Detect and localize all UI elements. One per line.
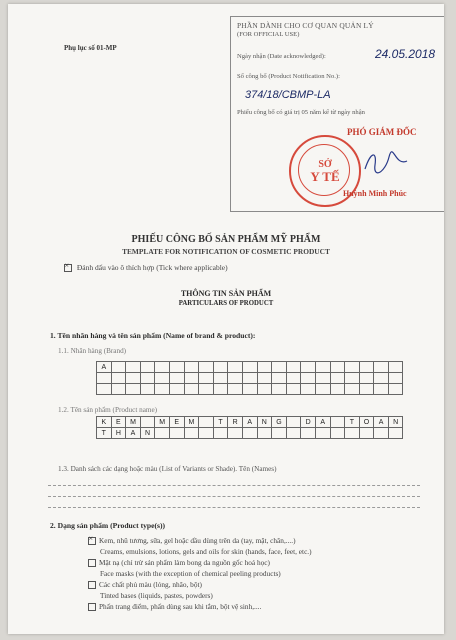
grid-cell[interactable] bbox=[228, 428, 243, 439]
grid-cell[interactable] bbox=[374, 362, 389, 373]
grid-cell[interactable] bbox=[287, 373, 302, 384]
grid-cell[interactable]: T bbox=[97, 428, 112, 439]
checkbox-icon[interactable] bbox=[88, 581, 96, 589]
variants-line[interactable] bbox=[48, 485, 420, 486]
grid-cell[interactable] bbox=[228, 373, 243, 384]
grid-cell[interactable] bbox=[185, 384, 200, 395]
grid-cell[interactable] bbox=[287, 428, 302, 439]
grid-cell[interactable] bbox=[360, 362, 375, 373]
form-title-en: TEMPLATE FOR NOTIFICATION OF COSMETIC PRODUCT bbox=[122, 247, 330, 256]
grid-cell[interactable] bbox=[185, 428, 200, 439]
seal-text-1: SỞ bbox=[318, 158, 332, 170]
official-header-en: (FOR OFFICIAL USE) bbox=[237, 31, 300, 38]
grid-cell[interactable] bbox=[126, 362, 141, 373]
grid-cell[interactable] bbox=[345, 384, 360, 395]
grid-cell[interactable]: A bbox=[243, 417, 258, 428]
grid-cell[interactable] bbox=[126, 373, 141, 384]
grid-cell[interactable] bbox=[141, 384, 156, 395]
grid-cell[interactable] bbox=[287, 417, 302, 428]
grid-cell[interactable] bbox=[199, 417, 214, 428]
grid-cell[interactable] bbox=[389, 362, 404, 373]
validity-note: Phiếu công bố có giá trị 05 năm kể từ ngày nhận bbox=[237, 109, 365, 116]
grid-cell[interactable]: M bbox=[185, 417, 200, 428]
grid-cell[interactable]: A bbox=[97, 362, 112, 373]
grid-cell[interactable] bbox=[170, 373, 185, 384]
notification-number: 374/18/CBMP-LA bbox=[245, 89, 331, 101]
grid-cell[interactable] bbox=[272, 373, 287, 384]
grid-cell[interactable]: N bbox=[389, 417, 404, 428]
grid-cell[interactable] bbox=[316, 428, 331, 439]
seal-text-2: Y TẾ bbox=[310, 168, 340, 184]
grid-cell[interactable] bbox=[214, 373, 229, 384]
grid-cell[interactable] bbox=[141, 373, 156, 384]
grid-cell[interactable] bbox=[316, 362, 331, 373]
grid-cell[interactable] bbox=[258, 384, 273, 395]
notification-label: Số công bố (Product Notification No.): bbox=[237, 73, 340, 80]
grid-cell[interactable]: T bbox=[345, 417, 360, 428]
variants-line[interactable] bbox=[48, 507, 420, 508]
grid-cell[interactable] bbox=[345, 362, 360, 373]
grid-cell[interactable] bbox=[374, 373, 389, 384]
grid-cell[interactable] bbox=[141, 362, 156, 373]
grid-cell[interactable] bbox=[185, 362, 200, 373]
brand-name-grid[interactable] bbox=[96, 361, 403, 395]
date-value: 24.05.2018 bbox=[375, 47, 436, 61]
grid-cell[interactable] bbox=[287, 362, 302, 373]
grid-cell[interactable] bbox=[301, 373, 316, 384]
grid-cell[interactable] bbox=[170, 384, 185, 395]
grid-cell[interactable] bbox=[316, 384, 331, 395]
grid-cell[interactable]: M bbox=[126, 417, 141, 428]
grid-cell[interactable] bbox=[199, 384, 214, 395]
grid-cell[interactable] bbox=[170, 428, 185, 439]
signature-icon bbox=[361, 147, 411, 177]
grid-cell[interactable] bbox=[243, 384, 258, 395]
grid-cell[interactable]: O bbox=[360, 417, 375, 428]
grid-cell[interactable]: E bbox=[112, 417, 127, 428]
grid-cell[interactable]: K bbox=[97, 417, 112, 428]
grid-cell[interactable] bbox=[389, 384, 404, 395]
grid-cell[interactable]: H bbox=[112, 428, 127, 439]
product-type-option[interactable]: Mặt nạ (chỉ trừ sản phẩm làm bong da nguồn gốc hoá học) bbox=[88, 558, 270, 567]
grid-cell[interactable] bbox=[97, 373, 112, 384]
product-type-option[interactable]: Phấn trang điểm, phấn dùng sau khi tắm, bột vệ sinh,.... bbox=[88, 602, 261, 611]
grid-cell[interactable] bbox=[199, 362, 214, 373]
grid-cell[interactable] bbox=[389, 373, 404, 384]
grid-cell[interactable]: M bbox=[155, 417, 170, 428]
official-use-box bbox=[230, 16, 444, 212]
checkbox-icon bbox=[64, 264, 72, 272]
grid-cell[interactable] bbox=[228, 384, 243, 395]
grid-cell[interactable] bbox=[331, 362, 346, 373]
grid-cell[interactable]: T bbox=[214, 417, 229, 428]
grid-cell[interactable]: R bbox=[228, 417, 243, 428]
section-2-heading: 2. Dạng sản phẩm (Product type(s)) bbox=[50, 521, 166, 530]
grid-cell[interactable] bbox=[374, 384, 389, 395]
grid-cell[interactable] bbox=[301, 428, 316, 439]
date-acknowledged bbox=[237, 47, 436, 61]
grid-cell[interactable]: G bbox=[272, 417, 287, 428]
grid-cell[interactable] bbox=[301, 362, 316, 373]
grid-cell[interactable]: D bbox=[301, 417, 316, 428]
grid-cell[interactable] bbox=[331, 428, 346, 439]
grid-cell[interactable]: A bbox=[316, 417, 331, 428]
deputy-director-title: PHÓ GIÁM ĐỐC bbox=[347, 127, 417, 137]
grid-cell[interactable]: N bbox=[258, 417, 273, 428]
grid-cell[interactable] bbox=[97, 384, 112, 395]
grid-cell[interactable] bbox=[272, 428, 287, 439]
grid-cell[interactable] bbox=[331, 384, 346, 395]
section-1-heading: 1. Tên nhãn hàng và tên sản phẩm (Name of brand & product): bbox=[50, 331, 256, 340]
grid-cell[interactable] bbox=[258, 428, 273, 439]
grid-cell[interactable] bbox=[243, 373, 258, 384]
grid-cell[interactable] bbox=[258, 373, 273, 384]
grid-cell[interactable] bbox=[360, 373, 375, 384]
grid-cell[interactable]: N bbox=[141, 428, 156, 439]
grid-cell[interactable] bbox=[331, 417, 346, 428]
grid-cell[interactable] bbox=[243, 362, 258, 373]
grid-cell[interactable] bbox=[272, 362, 287, 373]
grid-cell[interactable] bbox=[301, 384, 316, 395]
checkbox-icon[interactable] bbox=[88, 559, 96, 567]
grid-cell[interactable] bbox=[345, 373, 360, 384]
product-type-en: Face masks (with the exception of chemical peeling products) bbox=[100, 569, 281, 578]
product-name-label: 1.2. Tên sản phẩm (Product name) bbox=[58, 406, 158, 414]
grid-cell[interactable] bbox=[155, 362, 170, 373]
grid-cell[interactable] bbox=[360, 384, 375, 395]
grid-cell[interactable] bbox=[228, 362, 243, 373]
grid-cell[interactable] bbox=[214, 362, 229, 373]
brand-label: 1.1. Nhãn hàng (Brand) bbox=[58, 347, 127, 355]
variants-label: 1.3. Danh sách các dạng hoặc màu (List of Variants or Shade). Tên (Names) bbox=[58, 465, 277, 473]
particulars-heading-en: PARTICULARS OF PRODUCT bbox=[178, 300, 274, 307]
grid-cell[interactable] bbox=[155, 428, 170, 439]
grid-cell[interactable] bbox=[155, 373, 170, 384]
grid-cell[interactable] bbox=[316, 373, 331, 384]
grid-cell[interactable]: A bbox=[126, 428, 141, 439]
checkbox-icon[interactable] bbox=[88, 537, 96, 545]
grid-cell[interactable] bbox=[345, 428, 360, 439]
grid-cell[interactable] bbox=[112, 373, 127, 384]
grid-cell[interactable] bbox=[199, 428, 214, 439]
product-type-en: Creams, emulsions, lotions, gels and oils for skin (hands, face, feet, etc.) bbox=[100, 547, 312, 556]
product-type-option[interactable]: ×Kem, nhũ tương, sữa, gel hoặc dầu dùng trên da (tay, mặt, chân,....) bbox=[88, 536, 296, 545]
checkbox-icon[interactable] bbox=[88, 603, 96, 611]
grid-cell[interactable] bbox=[112, 362, 127, 373]
grid-cell[interactable] bbox=[141, 417, 156, 428]
product-type-option[interactable]: Các chất phủ màu (lỏng, nhão, bột) bbox=[88, 580, 202, 589]
grid-cell[interactable] bbox=[185, 373, 200, 384]
grid-cell[interactable] bbox=[272, 384, 287, 395]
product-name-grid[interactable] bbox=[96, 416, 403, 439]
grid-cell[interactable]: A bbox=[374, 417, 389, 428]
particulars-heading: THÔNG TIN SẢN PHẨM bbox=[180, 289, 272, 298]
grid-cell[interactable]: E bbox=[170, 417, 185, 428]
annex-number: Phụ lục số 01-MP bbox=[64, 44, 117, 52]
date-label: Ngày nhận (Date acknowledged): bbox=[237, 53, 326, 60]
grid-cell[interactable] bbox=[389, 428, 404, 439]
grid-cell[interactable] bbox=[112, 384, 127, 395]
grid-cell[interactable] bbox=[214, 384, 229, 395]
product-type-en: Tinted bases (liquids, pastes, powders) bbox=[100, 591, 213, 600]
variants-line[interactable] bbox=[48, 496, 420, 497]
form-title: PHIẾU CÔNG BỐ SẢN PHẨM MỸ PHẨM bbox=[131, 234, 321, 245]
grid-cell[interactable] bbox=[360, 428, 375, 439]
grid-cell[interactable] bbox=[214, 428, 229, 439]
tick-instruction: × Đánh dấu vào ô thích hợp (Tick where applicable) bbox=[64, 263, 228, 272]
grid-cell[interactable] bbox=[126, 384, 141, 395]
grid-cell[interactable] bbox=[374, 428, 389, 439]
grid-cell[interactable] bbox=[331, 373, 346, 384]
official-header: PHẦN DÀNH CHO CƠ QUAN QUẢN LÝ bbox=[237, 21, 374, 30]
grid-cell[interactable] bbox=[155, 384, 170, 395]
document-page bbox=[8, 4, 444, 634]
grid-cell[interactable] bbox=[243, 428, 258, 439]
grid-cell[interactable] bbox=[199, 373, 214, 384]
grid-cell[interactable] bbox=[258, 362, 273, 373]
grid-cell[interactable] bbox=[170, 362, 185, 373]
grid-cell[interactable] bbox=[287, 384, 302, 395]
signer-name: Huỳnh Minh Phúc bbox=[343, 189, 407, 198]
